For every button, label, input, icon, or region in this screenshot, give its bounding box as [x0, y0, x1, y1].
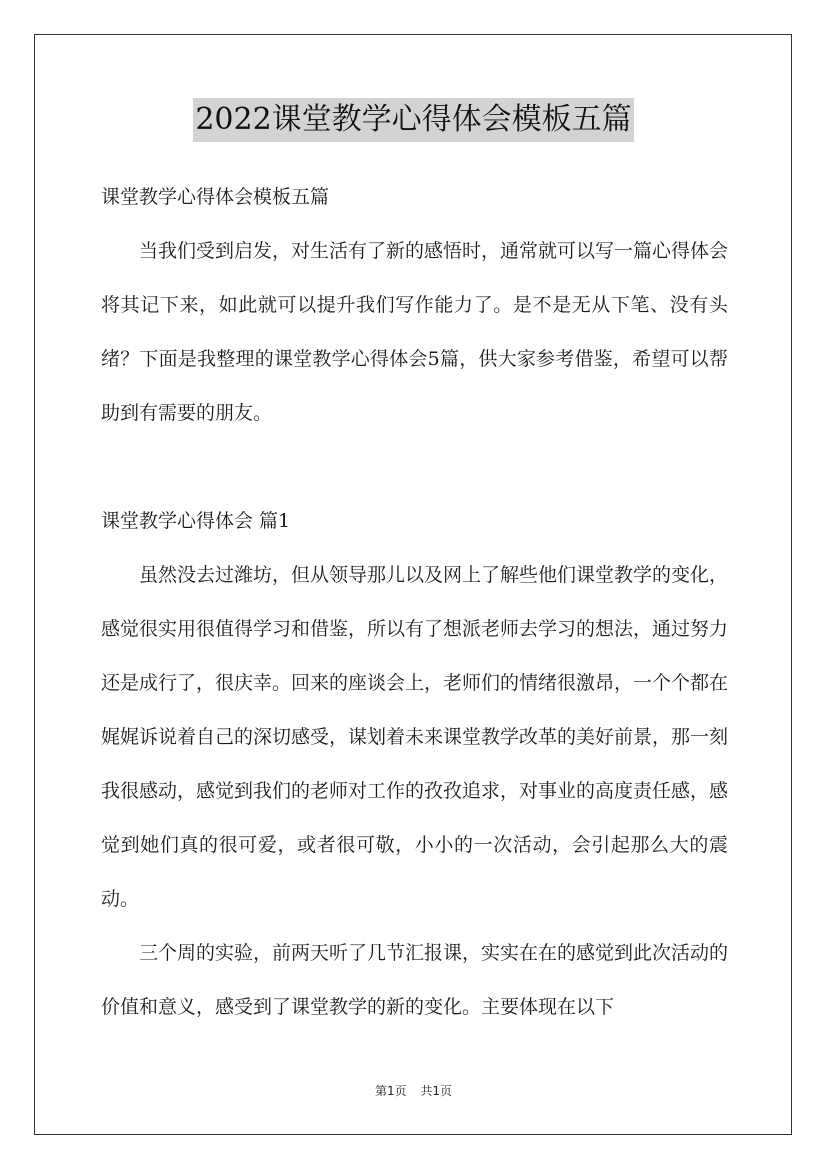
document-title: 2022课堂教学心得体会模板五篇 [193, 98, 633, 142]
page-footer [0, 1082, 827, 1099]
document-subtitle: 课堂教学心得体会模板五篇 [101, 186, 330, 208]
body-paragraph-1: 虽然没去过潍坊，但从领导那儿以及网上了解些他们课堂教学的变化，感觉很实用很值得学习和借鉴，所以有了想派老师去学习的想法，通过努力还是成行了，很庆幸。回来的座谈会上，老师们的情绪很激昂，一个个都在娓娓诉说着自己的深切感受，谋划着未来课堂教学改革的美好前景，那一刻我很感动，感觉到我们的老师对工作的孜孜追求，对事业的高度责任感，感觉到她们真的很可爱，或者很可敬，小小的一次活动，会引起那么大的震动。 [101, 564, 729, 910]
page-number: 第1页 [374, 1084, 407, 1098]
intro-paragraph: 当我们受到启发，对生活有了新的感悟时，通常就可以写一篇心得体会将其记下来，如此就可以提升我们写作能力了。是不是无从下笔、没有头绪？下面是我整理的课堂教学心得体会5篇，供大家参考借鉴，希望可以帮助到有需要的朋友。 [101, 240, 729, 424]
section-spacer [101, 440, 728, 494]
title-container [0, 98, 827, 142]
body-paragraph-2: 三个周的实验，前两天听了几节汇报课，实实在在的感觉到此次活动的价值和意义，感受到了课堂教学的新的变化。主要体现在以下 [101, 942, 729, 1018]
total-pages: 共1页 [420, 1084, 453, 1098]
document-body [101, 170, 728, 1034]
section-heading: 课堂教学心得体会 篇1 [101, 510, 291, 532]
